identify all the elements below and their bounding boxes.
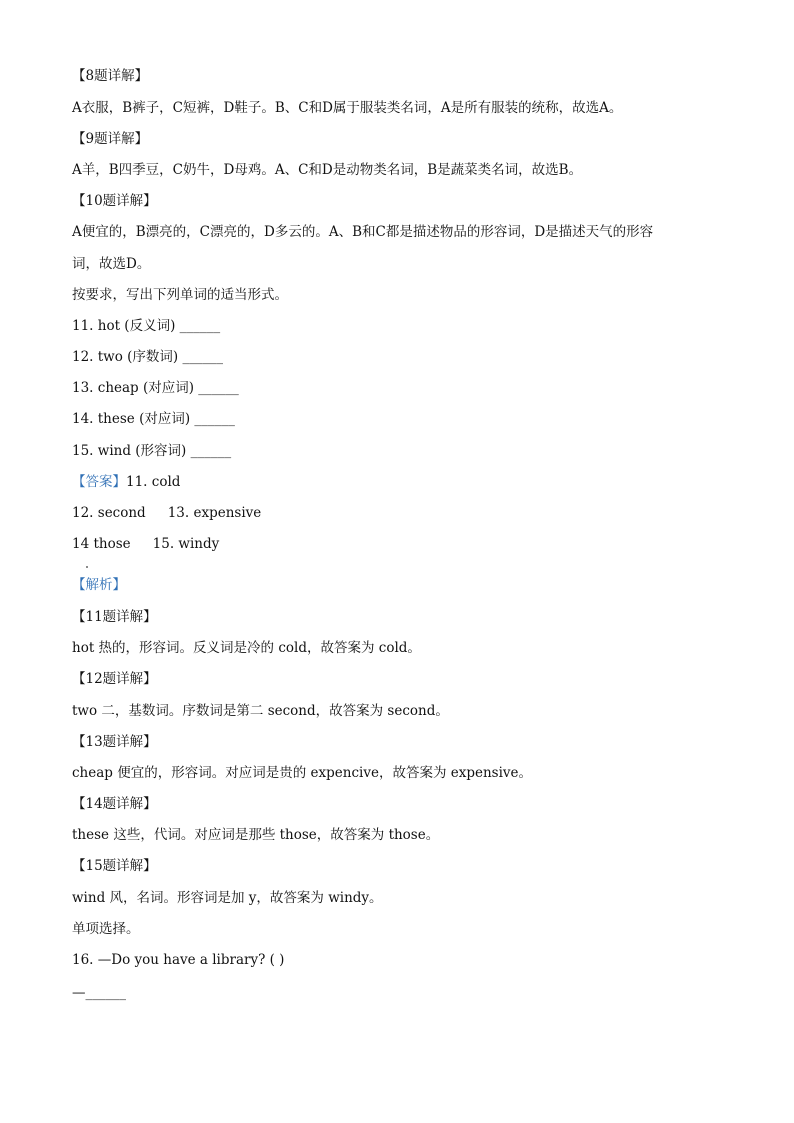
section-heading-10: 【10题详解】 (72, 193, 157, 209)
explanation-12: two 二，基数词。序数词是第二 second，故答案为 second。 (72, 703, 449, 719)
section-heading-12: 【12题详解】 (72, 671, 157, 687)
section-heading-13: 【13题详解】 (72, 734, 157, 750)
question-12: 12. two (序数词) ______ (72, 349, 223, 365)
explanation-9: A羊，B四季豆，C奶牛，D母鸡。A、C和D是动物类名词，B是蔬菜类名词，故选B。 (72, 162, 583, 178)
instruction-text: 按要求，写出下列单词的适当形式。 (72, 287, 288, 303)
question-11: 11. hot (反义词) ______ (72, 318, 221, 334)
section-title-single-choice: 单项选择。 (72, 921, 140, 937)
answer-11: 11. cold (126, 474, 181, 490)
question-16-answer-blank: —______ (72, 985, 126, 1001)
answer-label: 【答案】 (72, 474, 126, 490)
answer-12: 12. second (72, 505, 146, 521)
section-heading-9: 【9题详解】 (72, 131, 149, 147)
section-heading-15: 【15题详解】 (72, 858, 157, 874)
question-15: 15. wind (形容词) ______ (72, 443, 232, 459)
analysis-label: 【解析】 (72, 577, 126, 593)
section-heading-11: 【11题详解】 (72, 609, 157, 625)
explanation-10-line2: 词，故选D。 (72, 256, 151, 272)
answer-15: 15. windy (152, 536, 220, 552)
section-heading-14: 【14题详解】 (72, 796, 157, 812)
answer-row-1 (72, 473, 180, 491)
answer-13: 13. expensive (167, 505, 262, 521)
answer-row-3 (72, 535, 219, 553)
question-16: 16. —Do you have a library? ( ) (72, 952, 285, 968)
explanation-13: cheap 便宜的，形容词。对应词是贵的 expencive，故答案为 expensive。 (72, 765, 533, 781)
answer-row-2 (72, 504, 261, 522)
question-14: 14. these (对应词) ______ (72, 411, 235, 427)
explanation-11: hot 热的，形容词。反义词是冷的 cold，故答案为 cold。 (72, 640, 421, 656)
explanation-14: these 这些，代词。对应词是那些 those，故答案为 those。 (72, 827, 440, 843)
explanation-8: A衣服，B裤子，C短裤，D鞋子。B、C和D属于服装类名词，A是所有服装的统称，故选A。 (72, 100, 623, 116)
stray-dot (86, 566, 88, 568)
explanation-10-line1: A便宜的，B漂亮的，C漂亮的，D多云的。A、B和C都是描述物品的形容词，D是描述天气的形容 (72, 224, 654, 240)
answer-14: 14 those (72, 536, 131, 552)
question-13: 13. cheap (对应词) ______ (72, 380, 239, 396)
explanation-15: wind 风，名词。形容词是加 y，故答案为 windy。 (72, 890, 383, 906)
section-heading-8: 【8题详解】 (72, 68, 149, 84)
